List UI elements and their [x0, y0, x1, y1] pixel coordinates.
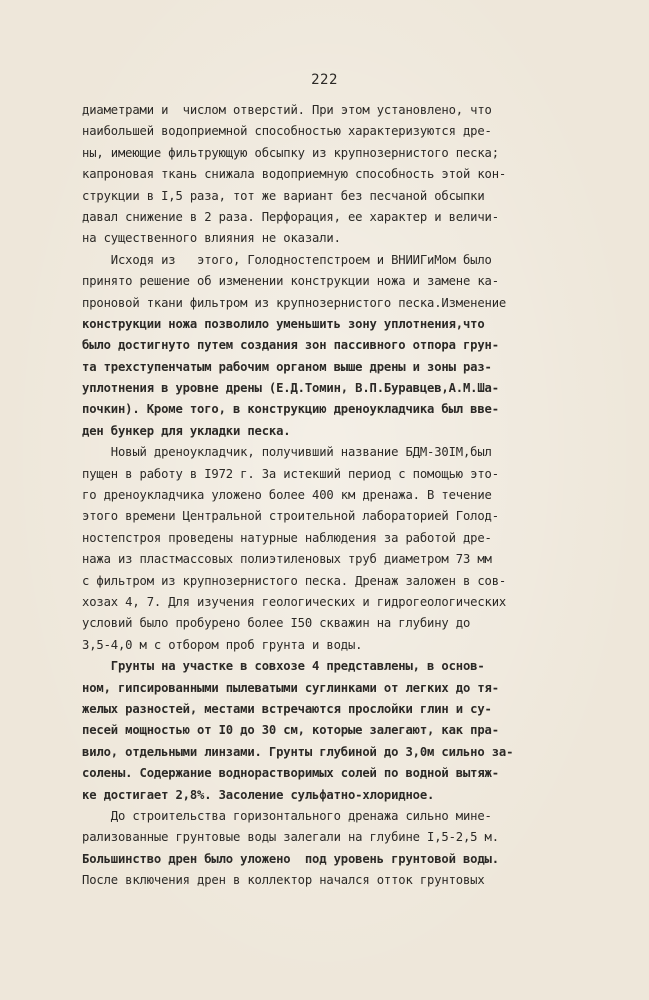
text-line: Грунты на участке в совхозе 4 представлены, в основ-	[82, 659, 485, 674]
text-line: уплотнения в уровне дрены (Е.Д.Томин, В.П.Буравцев,А.М.Ша-	[82, 381, 499, 396]
text-line: 3,5-4,0 м с отбором проб грунта и воды.	[82, 637, 363, 652]
body-text	[82, 100, 582, 891]
text-line: Новый дреноукладчик, получивший название БДМ-30IМ,был	[82, 445, 492, 460]
text-line: нажа из пластмассовых полиэтиленовых труб диаметром 73 мм	[82, 552, 492, 567]
text-line: капроновая ткань снижала водоприемную способность этой кон-	[82, 167, 507, 182]
text-line: почкин). Кроме того, в конструкцию дреноукладчика был вве-	[82, 402, 499, 417]
text-line: го дреноукладчика уложено более 400 км дренажа. В течение	[82, 488, 492, 503]
text-line: Большинство дрен было уложено под уровень грунтовой воды.	[82, 851, 499, 866]
page-number: 222	[311, 72, 338, 88]
text-line: ны, имеющие фильтрующую обсыпку из крупнозернистого песка;	[82, 145, 499, 160]
text-line: хозах 4, 7. Для изучения геологических и гидрогеологических	[82, 594, 507, 609]
text-line: проновой ткани фильтром из крупнозернистого песка.Изменение	[82, 295, 507, 310]
text-line: с фильтром из крупнозернистого песка. Дренаж заложен в сов-	[82, 573, 507, 588]
text-line: на существенного влияния не оказали.	[82, 231, 341, 246]
text-line: солены. Содержание воднорастворимых солей по водной вытяж-	[82, 766, 499, 781]
text-line: ностепстроя проведены натурные наблюдения за работой дре-	[82, 530, 492, 545]
text-line: давал снижение в 2 раза. Перфорация, ее характер и величи-	[82, 209, 499, 224]
text-line: вило, отдельными линзами. Грунты глубиной до 3,0м сильно за-	[82, 744, 514, 759]
text-line: После включения дрен в коллектор начался отток грунтовых	[82, 873, 485, 888]
text-line: принято решение об изменении конструкции ножа и замене ка-	[82, 274, 499, 289]
text-line: Исходя из этого, Голодностепстроем и ВНИИГиМом было	[82, 252, 492, 267]
text-line: До строительства горизонтального дренажа сильно мине-	[82, 808, 492, 823]
text-line: пущен в работу в I972 г. За истекший период с помощью это-	[82, 466, 499, 481]
text-line: было достигнуто путем создания зон пассивного отпора грун-	[82, 338, 499, 353]
text-line: наибольшей водоприемной способностью характеризуются дре-	[82, 124, 492, 139]
text-line: желых разностей, местами встречаются прослойки глин и су-	[82, 701, 492, 716]
text-line: ден бункер для укладки песка.	[82, 423, 291, 438]
text-line: та трехступенчатым рабочим органом выше дрены и зоны раз-	[82, 359, 492, 374]
text-line: условий было пробурено более I50 скважин на глубину до	[82, 616, 471, 631]
text-line: этого времени Центральной строительной лабораторией Голод-	[82, 509, 499, 524]
text-line: ном, гипсированными пылеватыми суглинками от легких до тя-	[82, 680, 499, 695]
text-line: конструкции ножа позволило уменьшить зону уплотнения,что	[82, 316, 485, 331]
text-line: струкции в I,5 раза, тот же вариант без песчаной обсыпки	[82, 188, 485, 203]
text-line: ке достигает 2,8%. Засоление сульфатно-хлоридное.	[82, 787, 435, 802]
text-line: песей мощностью от I0 до 30 см, которые залегают, как пра-	[82, 723, 499, 738]
text-line: диаметрами и числом отверстий. При этом установлено, что	[82, 103, 492, 117]
text-line: рализованные грунтовые воды залегали на глубине I,5-2,5 м.	[82, 830, 499, 845]
